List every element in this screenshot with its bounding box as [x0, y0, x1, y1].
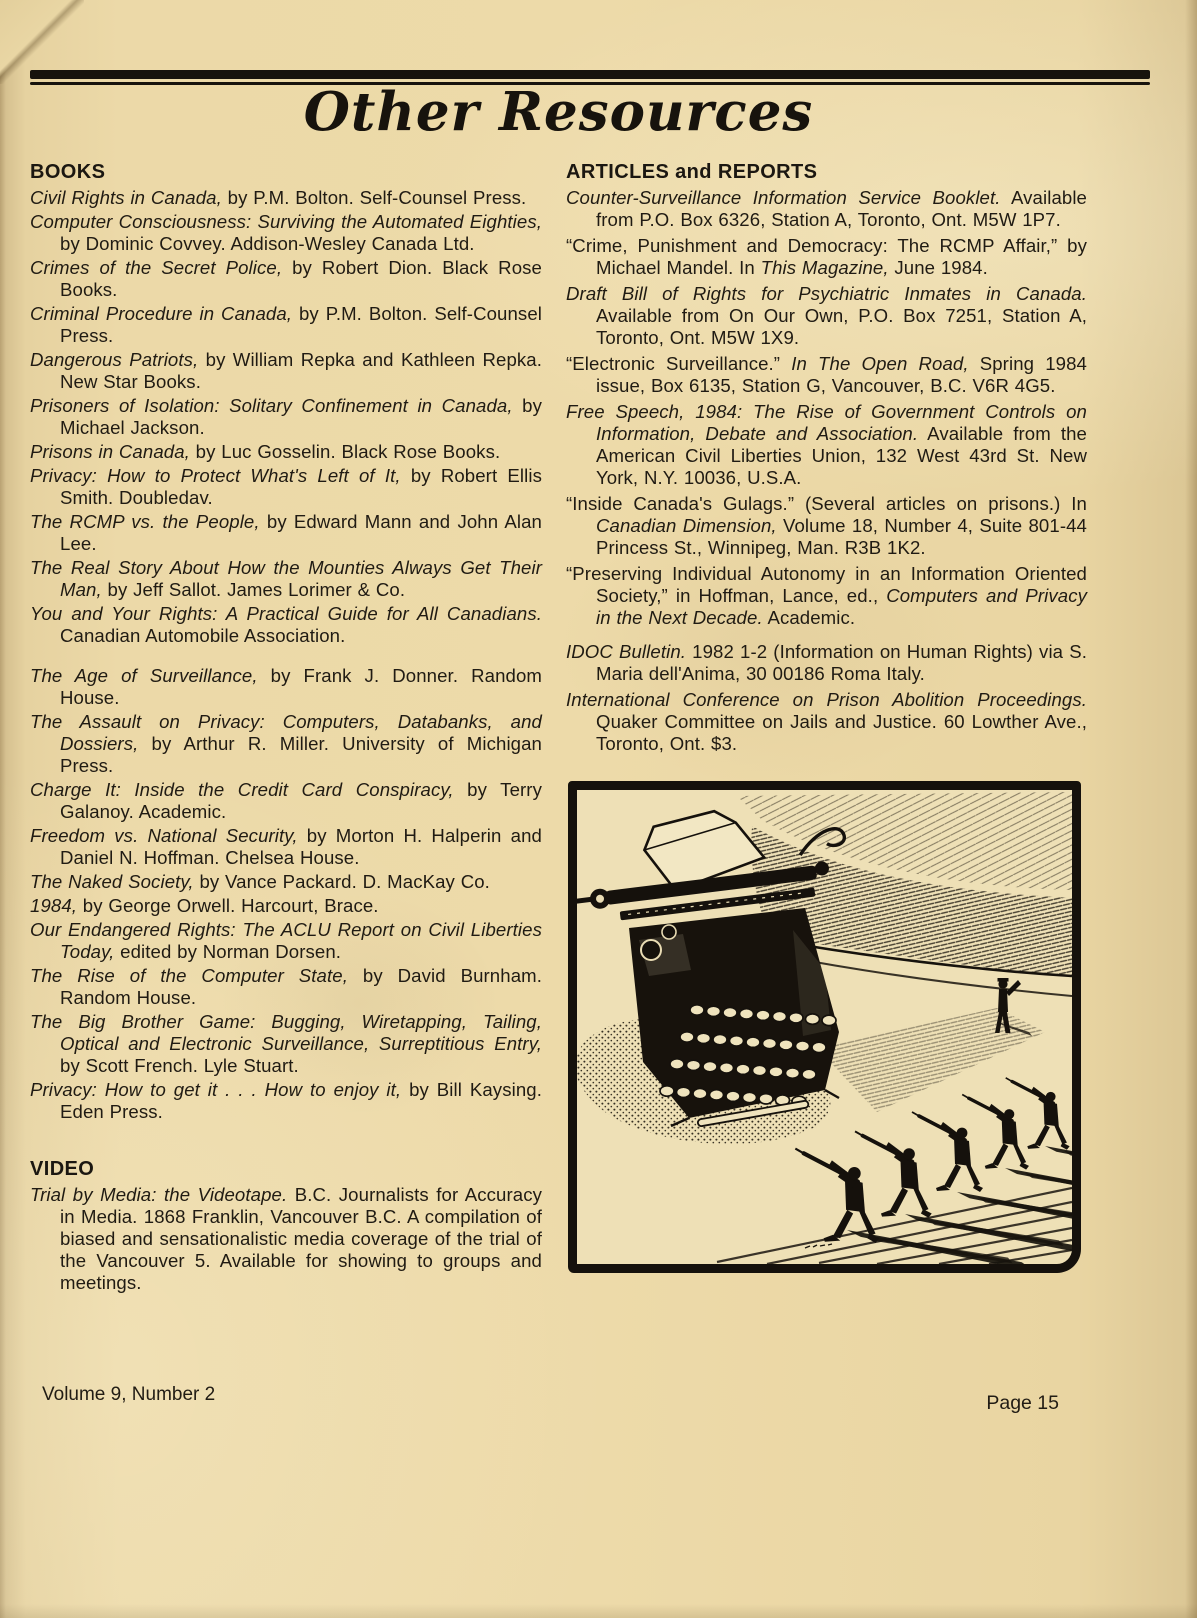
firing-squad-typewriter-illustration	[577, 790, 1072, 1264]
resource-entry	[30, 871, 542, 893]
resource-entry	[30, 257, 542, 301]
typewriter-cast-shadow	[817, 1008, 1045, 1112]
entry-title: The Rise of the Computer State,	[30, 965, 348, 986]
resource-entry	[30, 441, 542, 463]
entry-detail: Quaker Committee on Jails and Justice. 60 Lowther Ave., Toronto, Ont. $3.	[596, 711, 1087, 754]
resource-entry	[566, 283, 1087, 349]
entry-detail: by Jeff Sallot. James Lorimer & Co.	[101, 579, 406, 600]
entry-detail: by Scott French. Lyle Stuart.	[60, 1055, 299, 1076]
entry-title: You and Your Rights: A Practical Guide for All Canadians.	[30, 603, 542, 624]
entry-detail: by Bill Kaysing. Eden Press.	[60, 1079, 542, 1122]
entry-detail: by Robert Dion. Black Rose Books.	[60, 257, 542, 300]
entry-title: Prisoners of Isolation: Solitary Confinement in Canada,	[30, 395, 513, 416]
resource-entry	[30, 603, 542, 647]
resource-entry	[30, 1184, 542, 1294]
entry-title: Our Endangered Rights: The ACLU Report on Civil Liberties Today,	[30, 919, 542, 962]
resource-entry	[30, 303, 542, 347]
resource-section	[30, 1157, 542, 1294]
entry-title: The Age of Surveillance,	[30, 665, 258, 686]
resource-entry	[30, 395, 542, 439]
entry-detail: Available from the American Civil Liberties Union, 132 West 43rd St. New York, N.Y. 10036, U.S.A.	[596, 423, 1087, 488]
entry-title: Free Speech, 1984: The Rise of Government Controls on Information, Debate and Association.	[566, 401, 1087, 444]
resource-entry	[566, 187, 1087, 231]
resource-entry	[30, 665, 542, 709]
entry-title: The RCMP vs. the People,	[30, 511, 260, 532]
entry-title: The Real Story About How the Mounties Always Get Their Man,	[30, 557, 542, 600]
resource-entry	[566, 401, 1087, 489]
entry-detail: Available from P.O. Box 6326, Station A, Toronto, Ont. M5W 1P7.	[596, 187, 1088, 230]
entry-detail: by Terry Galanoy. Academic.	[60, 779, 542, 822]
entry-detail: Canadian Automobile Association.	[60, 625, 346, 646]
page-title: Other Resources	[303, 81, 814, 143]
entry-detail: 1982 1-2 (Information on Human Rights) via S. Maria dell'Anima, 30 00186 Roma Italy.	[596, 641, 1087, 684]
entry-detail: by Luc Gosselin. Black Rose Books.	[189, 441, 501, 462]
entry-detail: by Robert Ellis Smith. Doubledav.	[60, 465, 542, 508]
resource-section	[566, 641, 1087, 755]
entry-detail: Spring 1984 issue, Box 6135, Station G, Vancouver, B.C. V6R 4G5.	[596, 353, 1087, 396]
resource-entry	[566, 235, 1087, 279]
resource-entry	[30, 465, 542, 509]
ribbon-spool-2	[662, 925, 676, 939]
entry-title: Dangerous Patriots,	[30, 349, 199, 370]
entry-detail: edited by Norman Dorsen.	[114, 941, 342, 962]
section-heading: ARTICLES and REPORTS	[566, 161, 818, 183]
resource-entry	[30, 895, 542, 917]
entry-detail: by William Repka and Kathleen Repka. New Star Books.	[60, 349, 542, 392]
resource-entry	[30, 211, 542, 255]
resource-entry	[30, 711, 542, 777]
entry-title: 1984,	[30, 895, 78, 916]
entry-detail: Available from On Our Own, P.O. Box 7251, Station A, Toronto, Ont. M5W 1X9.	[596, 305, 1087, 348]
entry-detail: “Crime, Punishment and Democracy: The RCMP Affair,” by Michael Mandel. In	[566, 235, 1087, 278]
resource-entry	[30, 349, 542, 393]
entry-title: Privacy: How to Protect What's Left of It,	[30, 465, 401, 486]
entry-title: In The Open Road,	[791, 353, 969, 374]
resource-entry	[30, 557, 542, 601]
entry-detail: by David Burnham. Random House.	[60, 965, 542, 1008]
rule-thick	[30, 70, 1150, 79]
entry-detail: by George Orwell. Harcourt, Brace.	[77, 895, 379, 916]
footer-page-number: Page 15	[986, 1392, 1059, 1414]
entry-detail: by Arthur R. Miller. University of Michigan Press.	[60, 733, 542, 776]
resource-entry	[30, 779, 542, 823]
entry-title: Civil Rights in Canada,	[30, 187, 222, 208]
resource-entry	[30, 511, 542, 555]
resource-section	[566, 160, 1087, 629]
resource-entry	[30, 965, 542, 1009]
section-heading: VIDEO	[30, 1158, 95, 1180]
resource-entry	[566, 689, 1087, 755]
entry-title: Crimes of the Secret Police,	[30, 257, 283, 278]
entry-title: Computer Consciousness: Surviving the Automated Eighties,	[30, 211, 542, 232]
books-column	[30, 160, 542, 1296]
entry-detail: by P.M. Bolton. Self-Counsel Press.	[60, 303, 542, 346]
entry-title: The Big Brother Game: Bugging, Wiretapping, Tailing, Optical and Electronic Surveillance, Surreptitious Entry,	[30, 1011, 542, 1054]
resource-section	[30, 665, 542, 1123]
entry-detail: June 1984.	[888, 257, 988, 278]
articles-column	[566, 160, 1087, 1296]
resource-entry	[566, 353, 1087, 397]
resource-entry	[30, 825, 542, 869]
entry-title: Trial by Media: the Videotape.	[30, 1184, 288, 1205]
entry-detail: “Electronic Surveillance.”	[566, 353, 792, 374]
entry-detail: by Morton H. Halperin and Daniel N. Hoffman. Chelsea House.	[60, 825, 542, 868]
entry-detail: by Edward Mann and John Alan Lee.	[60, 511, 542, 554]
entry-detail: by Michael Jackson.	[60, 395, 542, 438]
entry-title: Computers and Privacy in the Next Decade.	[596, 585, 1087, 628]
road-lines	[717, 1188, 1072, 1264]
resource-entry	[30, 919, 542, 963]
resource-entry	[30, 187, 542, 209]
entry-title: Canadian Dimension,	[596, 515, 777, 536]
resource-entry	[566, 563, 1087, 629]
entry-detail: Volume 18, Number 4, Suite 801-44 Princess St., Winnipeg, Man. R3B 1K2.	[596, 515, 1087, 558]
entry-title: This Magazine,	[760, 257, 889, 278]
section-heading: BOOKS	[30, 161, 106, 183]
entry-detail: by Dominic Covvey. Addison-Wesley Canada Ltd.	[60, 233, 475, 254]
entry-detail: B.C. Journalists for Accuracy in Media. 1868 Franklin, Vancouver B.C. A compilation of biased and sensationalistic media coverage of the trial of the Vancouver 5. Available for showing to groups and meetings.	[60, 1184, 542, 1293]
resource-section	[30, 160, 542, 647]
entry-detail: by Vance Packard. D. MacKay Co.	[193, 871, 490, 892]
resource-entry	[30, 1011, 542, 1077]
entry-title: Prisons in Canada,	[30, 441, 190, 462]
resource-entry	[566, 641, 1087, 685]
artist-signature	[805, 1244, 832, 1248]
columns	[30, 160, 1087, 1296]
entry-detail: “Inside Canada's Gulags.” (Several articles on prisons.) In	[566, 493, 1087, 514]
ribbon-spool	[641, 940, 661, 960]
entry-detail: by P.M. Bolton. Self-Counsel Press.	[221, 187, 527, 208]
entry-title: Charge It: Inside the Credit Card Conspiracy,	[30, 779, 454, 800]
entry-title: Freedom vs. National Security,	[30, 825, 298, 846]
entry-title: The Assault on Privacy: Computers, Databanks, and Dossiers,	[30, 711, 542, 754]
entry-title: Criminal Procedure in Canada,	[30, 303, 293, 324]
entry-title: International Conference on Prison Abolition Proceedings.	[566, 689, 1087, 710]
entry-detail: “Preserving Individual Autonomy in an Information Oriented Society,” in Hoffman, Lance, ed.,	[566, 563, 1087, 606]
entry-detail: Academic.	[762, 607, 856, 628]
entry-title: IDOC Bulletin.	[566, 641, 687, 662]
entry-title: The Naked Society,	[30, 871, 194, 892]
entry-title: Counter-Surveillance Information Service Booklet.	[566, 187, 1001, 208]
entry-title: Privacy: How to get it . . . How to enjoy it,	[30, 1079, 402, 1100]
entry-detail: by Frank J. Donner. Random House.	[60, 665, 542, 708]
resource-entry	[30, 1079, 542, 1123]
resource-entry	[566, 493, 1087, 559]
footer-volume: Volume 9, Number 2	[42, 1384, 216, 1405]
illustration-frame	[568, 781, 1081, 1273]
entry-title: Draft Bill of Rights for Psychiatric Inmates in Canada.	[566, 283, 1087, 304]
